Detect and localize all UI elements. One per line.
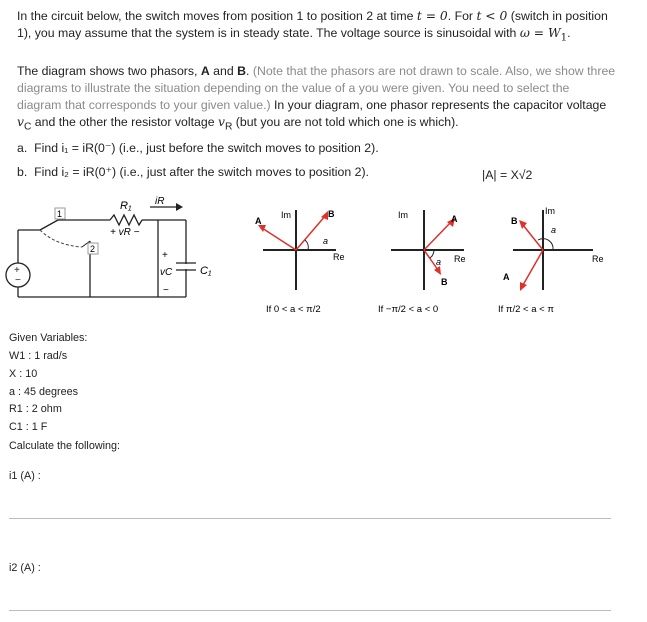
- svg-text:Re: Re: [333, 252, 345, 262]
- phasor-diagram-2: [376, 200, 486, 320]
- svg-text:+: +: [162, 250, 168, 261]
- phasor-diagram-3: [498, 200, 613, 320]
- svg-text:Im: Im: [281, 210, 291, 220]
- answer-i1-input[interactable]: [9, 518, 611, 519]
- svg-text:+ vR −: + vR −: [110, 227, 140, 238]
- answer-i2-input[interactable]: [9, 610, 611, 611]
- svg-text:2: 2: [90, 244, 96, 254]
- magnitude-a-note: |A| = X√2: [482, 168, 533, 182]
- svg-text:a: a: [323, 236, 329, 246]
- svg-text:If π/2 < a < π: If π/2 < a < π: [498, 304, 554, 315]
- svg-text:B: B: [511, 216, 518, 226]
- svg-text:Re: Re: [592, 254, 604, 264]
- given-var-c1: C1 : 1 F: [9, 421, 48, 433]
- svg-text:Im: Im: [545, 206, 555, 216]
- svg-text:−: −: [15, 275, 21, 286]
- svg-text:C₁: C₁: [200, 265, 212, 277]
- problem-paragraph-1: In the circuit below, the switch moves from position 1 to position 2 at time t = 0. For t < 0 (switch in position 1), you may assume that the system is in steady state. The voltage source is sinusoidal with $\omega = W_1$.: [17, 9, 608, 44]
- problem-paragraph-2: The diagram shows two phasors, A and B. (Note that the phasors are not drawn to scale. Also, we show three diagrams to illustrate the situation depending on the value of a you were given. You need to select the diagram that corresponds to your given value.) In your diagram, one phasor represents the capacitor voltage $v_C$ and the other the resistor voltage $v_R$ (but you are not told which one is which).: [17, 64, 616, 133]
- svg-text:+: +: [14, 265, 20, 276]
- svg-text:a: a: [551, 225, 557, 235]
- svg-text:A: A: [451, 214, 458, 224]
- phasor-diagram-1: [248, 200, 353, 320]
- svg-text:A: A: [255, 216, 262, 226]
- svg-text:If 0 < a < π/2: If 0 < a < π/2: [266, 304, 321, 315]
- svg-text:A: A: [503, 272, 510, 282]
- answer-i1-label: i1 (A) :: [9, 470, 41, 482]
- svg-text:R₁: R₁: [120, 200, 132, 212]
- svg-text:If −π/2 < a < 0: If −π/2 < a < 0: [378, 304, 439, 315]
- given-var-a: a : 45 degrees: [9, 386, 79, 398]
- svg-text:vC: vC: [160, 267, 173, 278]
- question-b: b. Find i₂ = iR(0⁺) (i.e., just after the switch moves to position 2).: [17, 165, 369, 179]
- svg-text:Im: Im: [398, 210, 408, 220]
- given-var-r1: R1 : 2 ohm: [9, 403, 62, 415]
- svg-text:Re: Re: [454, 254, 466, 264]
- svg-text:B: B: [441, 277, 448, 287]
- circuit-diagram: [0, 195, 240, 310]
- svg-text:B: B: [328, 209, 335, 219]
- given-title: Given Variables:: [9, 332, 88, 344]
- answer-i2-label: i2 (A) :: [9, 562, 41, 574]
- svg-text:1: 1: [57, 209, 63, 219]
- svg-text:a: a: [436, 257, 442, 267]
- calc-title: Calculate the following:: [9, 440, 121, 452]
- question-a: a. Find i₁ = iR(0⁻) (i.e., just before the switch moves to position 2).: [17, 141, 379, 155]
- svg-text:−: −: [163, 285, 169, 296]
- svg-text:iR: iR: [155, 196, 165, 207]
- given-var-x: X : 10: [9, 368, 38, 380]
- given-var-w1: W1 : 1 rad/s: [9, 350, 68, 362]
